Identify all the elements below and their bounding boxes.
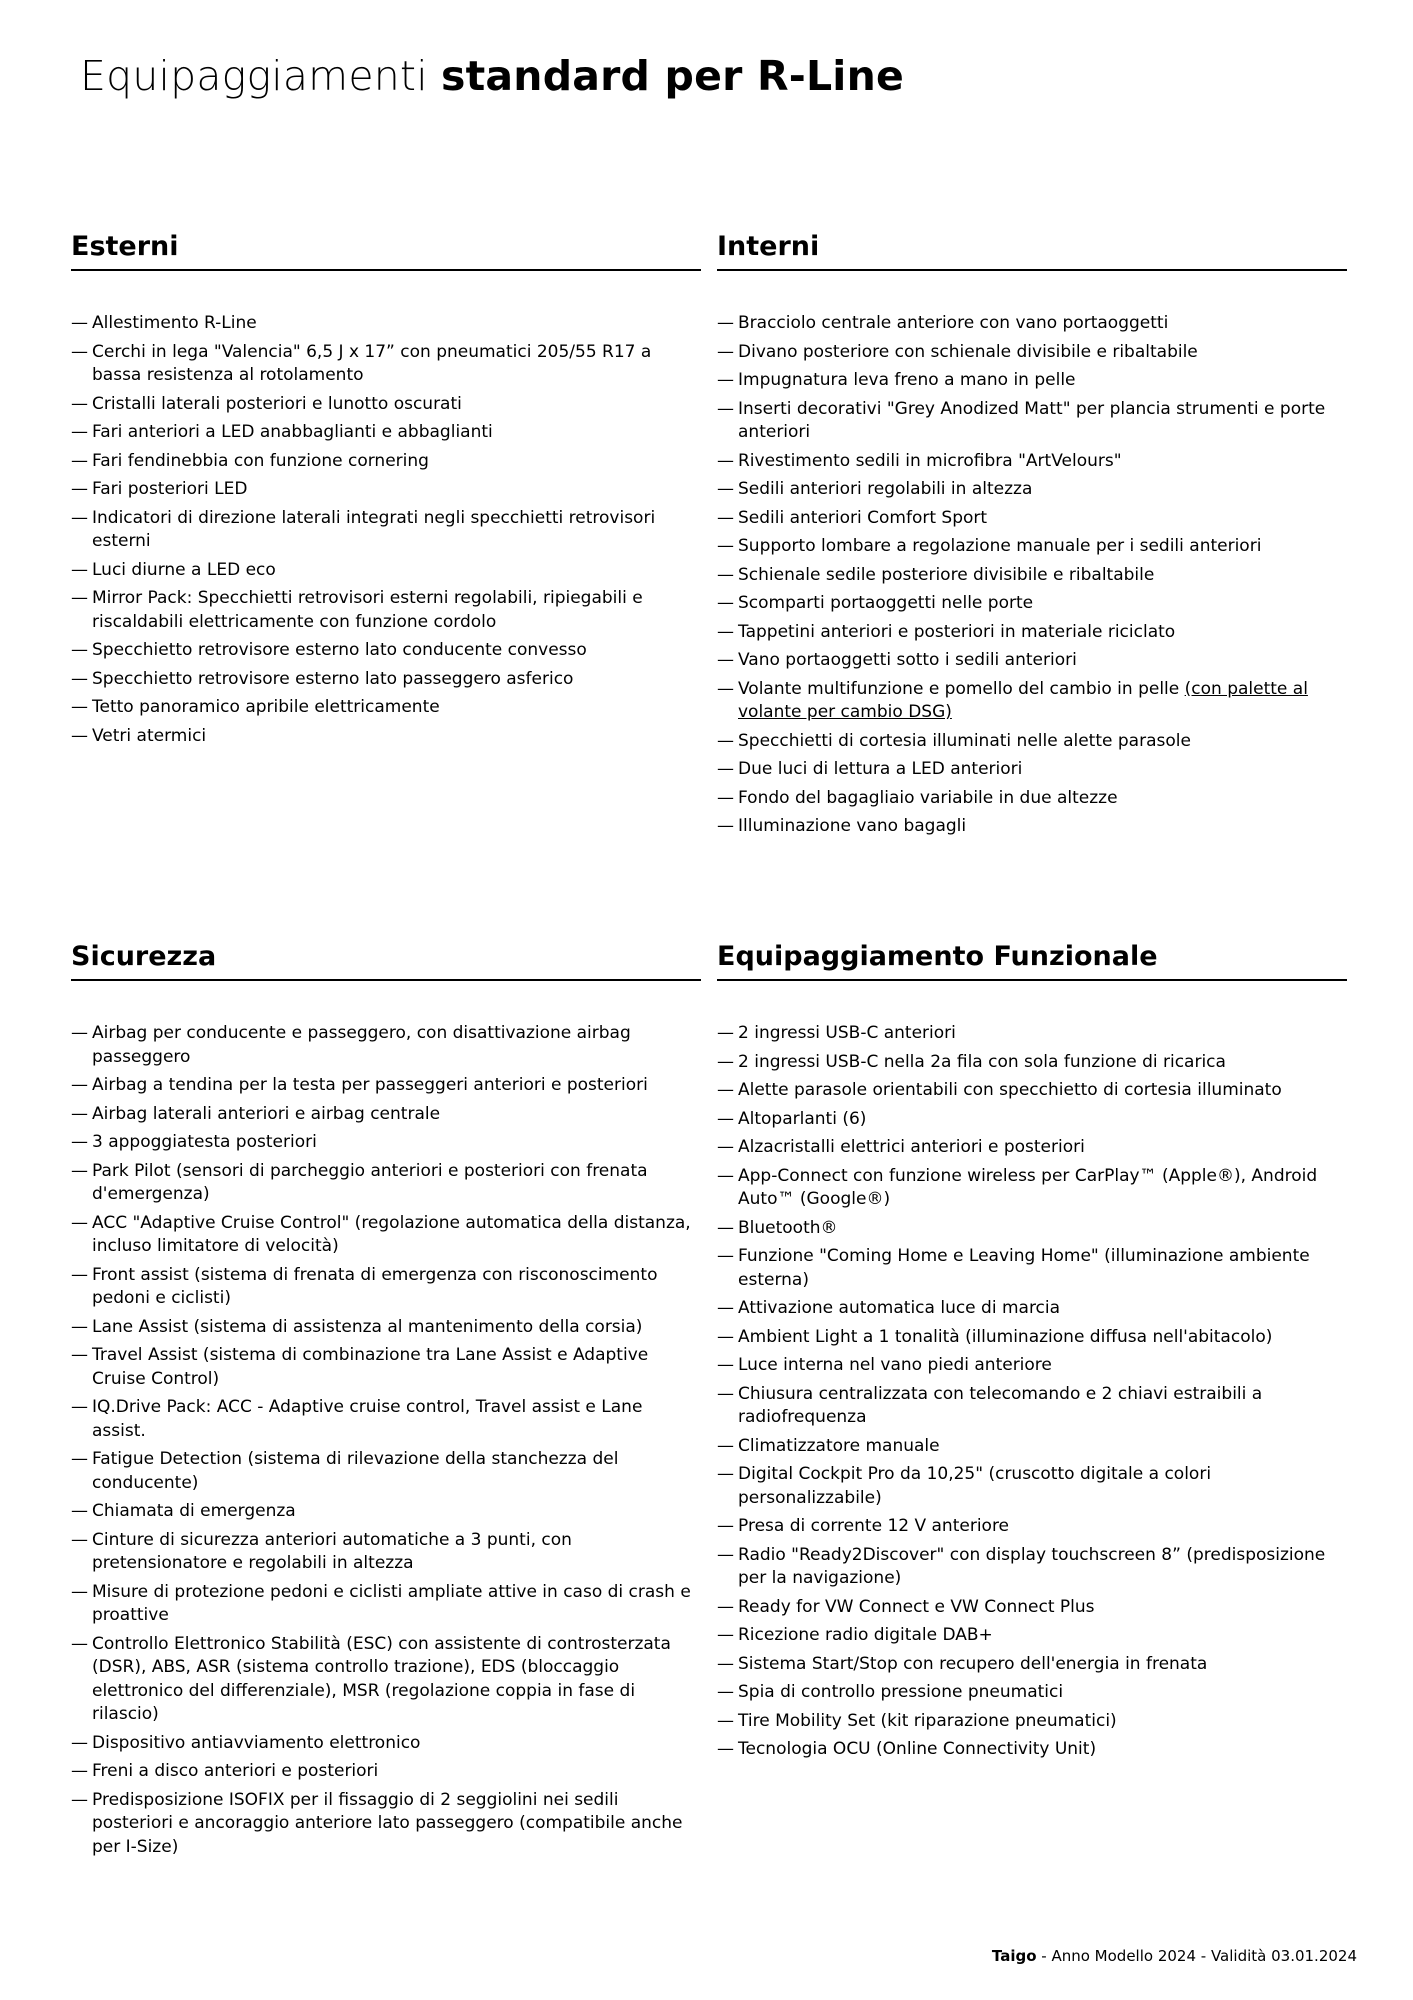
section-heading: Esterni <box>71 229 701 271</box>
list-item: — Allestimento R-Line <box>71 312 701 336</box>
list-item: — Presa di corrente 12 V anteriore <box>717 1515 1347 1539</box>
page-title <box>80 52 904 100</box>
list-item: — Divano posteriore con schienale divisibile e ribaltabile <box>717 341 1347 365</box>
title-bold: standard per R-Line <box>441 52 904 100</box>
list-item: — Freni a disco anteriori e posteriori <box>71 1760 701 1784</box>
list-item: — Bracciolo centrale anteriore con vano portaoggetti <box>717 312 1347 336</box>
list-item: — 2 ingressi USB-C anteriori <box>717 1022 1347 1046</box>
list-item: — Predisposizione ISOFIX per il fissaggio di 2 seggiolini nei sedili posteriori e ancoraggio anteriore lato passeggero (compatibile anche per I-Size) <box>71 1789 701 1860</box>
item-list <box>71 312 701 748</box>
list-item: — Tappetini anteriori e posteriori in materiale riciclato <box>717 621 1347 645</box>
list-item: — IQ.Drive Pack: ACC - Adaptive cruise control, Travel assist e Lane assist. <box>71 1396 701 1443</box>
list-item: — Attivazione automatica luce di marcia <box>717 1297 1347 1321</box>
list-item: — Funzione "Coming Home e Leaving Home" (illuminazione ambiente esterna) <box>717 1245 1347 1292</box>
list-item: — Indicatori di direzione laterali integrati negli specchietti retrovisori esterni <box>71 507 701 554</box>
list-item: — Controllo Elettronico Stabilità (ESC) con assistente di controsterzata (DSR), ABS, ASR (sistema controllo trazione), EDS (bloccaggio elettronico del differenziale), MSR (regolazione coppia in fase di rilascio) <box>71 1633 701 1727</box>
list-item: — Altoparlanti (6) <box>717 1108 1347 1132</box>
list-item: — Luci diurne a LED eco <box>71 559 701 583</box>
list-item: — Airbag laterali anteriori e airbag centrale <box>71 1103 701 1127</box>
list-item: — Fatigue Detection (sistema di rilevazione della stanchezza del conducente) <box>71 1448 701 1495</box>
list-item: — Bluetooth® <box>717 1217 1347 1241</box>
list-item: — Specchietti di cortesia illuminati nelle alette parasole <box>717 730 1347 754</box>
list-item <box>717 678 1347 725</box>
list-item: — Tetto panoramico apribile elettricamente <box>71 696 701 720</box>
section-esterni <box>71 229 701 753</box>
list-item: — Fari anteriori a LED anabbaglianti e abbaglianti <box>71 421 701 445</box>
list-item: — App-Connect con funzione wireless per CarPlay™ (Apple®), Android Auto™ (Google®) <box>717 1165 1347 1212</box>
list-item: — Spia di controllo pressione pneumatici <box>717 1681 1347 1705</box>
section-interni <box>717 229 1347 844</box>
item-list <box>71 1022 701 1859</box>
list-item: — Luce interna nel vano piedi anteriore <box>717 1354 1347 1378</box>
list-item: — Ready for VW Connect e VW Connect Plus <box>717 1596 1347 1620</box>
list-item: — Tecnologia OCU (Online Connectivity Unit) <box>717 1738 1347 1762</box>
title-light: Equipaggiamenti <box>80 52 428 100</box>
list-item: — Sedili anteriori regolabili in altezza <box>717 478 1347 502</box>
list-item: — Rivestimento sedili in microfibra "ArtVelours" <box>717 450 1347 474</box>
footer-validity: - Anno Modello 2024 - Validità 03.01.2024 <box>1036 1947 1357 1965</box>
list-item: — Impugnatura leva freno a mano in pelle <box>717 369 1347 393</box>
list-item: — Scomparti portaoggetti nelle porte <box>717 592 1347 616</box>
list-item: — Chiusura centralizzata con telecomando e 2 chiavi estraibili a radiofrequenza <box>717 1383 1347 1430</box>
section-heading: Sicurezza <box>71 939 701 981</box>
list-item: — Vano portaoggetti sotto i sedili anteriori <box>717 649 1347 673</box>
list-item: — Fari posteriori LED <box>71 478 701 502</box>
list-item: — Travel Assist (sistema di combinazione tra Lane Assist e Adaptive Cruise Control) <box>71 1344 701 1391</box>
list-item: — Schienale sedile posteriore divisibile e ribaltabile <box>717 564 1347 588</box>
section-sicurezza <box>71 939 701 1864</box>
item-list <box>717 312 1347 839</box>
section-equipaggiamento-funzionale <box>717 939 1347 1767</box>
list-item: — Cinture di sicurezza anteriori automatiche a 3 punti, con pretensionatore e regolabili in altezza <box>71 1529 701 1576</box>
underlined-note: (con palette al volante per cambio DSG) <box>738 678 1308 722</box>
list-item: — Fari fendinebbia con funzione cornering <box>71 450 701 474</box>
list-item: — 2 ingressi USB-C nella 2a fila con sola funzione di ricarica <box>717 1051 1347 1075</box>
section-heading: Equipaggiamento Funzionale <box>717 939 1347 981</box>
list-item: — Climatizzatore manuale <box>717 1435 1347 1459</box>
list-item: — Radio "Ready2Discover" con display touchscreen 8” (predisposizione per la navigazione) <box>717 1544 1347 1591</box>
list-item: — Airbag a tendina per la testa per passeggeri anteriori e posteriori <box>71 1074 701 1098</box>
item-list <box>717 1022 1347 1762</box>
list-item: — Chiamata di emergenza <box>71 1500 701 1524</box>
list-item: — Fondo del bagagliaio variabile in due altezze <box>717 787 1347 811</box>
list-item: — Cristalli laterali posteriori e lunotto oscurati <box>71 393 701 417</box>
list-item: — Vetri atermici <box>71 725 701 749</box>
list-item: — Alzacristalli elettrici anteriori e posteriori <box>717 1136 1347 1160</box>
list-item: — Alette parasole orientabili con specchietto di cortesia illuminato <box>717 1079 1347 1103</box>
list-item: — Specchietto retrovisore esterno lato conducente convesso <box>71 639 701 663</box>
list-item: — Digital Cockpit Pro da 10,25" (cruscotto digitale a colori personalizzabile) <box>717 1463 1347 1510</box>
page-footer <box>992 1947 1357 1965</box>
list-item: — Inserti decorativi "Grey Anodized Matt" per plancia strumenti e porte anteriori <box>717 398 1347 445</box>
list-item: — Front assist (sistema di frenata di emergenza con risconoscimento pedoni e ciclisti) <box>71 1264 701 1311</box>
list-item: — Illuminazione vano bagagli <box>717 815 1347 839</box>
list-item: — Sistema Start/Stop con recupero dell'energia in frenata <box>717 1653 1347 1677</box>
list-item: — Dispositivo antiavviamento elettronico <box>71 1732 701 1756</box>
list-item: — Ambient Light a 1 tonalità (illuminazione diffusa nell'abitacolo) <box>717 1326 1347 1350</box>
list-item: — Ricezione radio digitale DAB+ <box>717 1624 1347 1648</box>
list-item: — Tire Mobility Set (kit riparazione pneumatici) <box>717 1710 1347 1734</box>
item-text: Volante multifunzione e pomello del cambio in pelle <box>738 678 1180 699</box>
footer-model: Taigo <box>991 1947 1037 1965</box>
list-item: — Lane Assist (sistema di assistenza al mantenimento della corsia) <box>71 1316 701 1340</box>
list-item: — Airbag per conducente e passeggero, con disattivazione airbag passeggero <box>71 1022 701 1069</box>
list-item: — Misure di protezione pedoni e ciclisti ampliate attive in caso di crash e proattive <box>71 1581 701 1628</box>
list-item: — Due luci di lettura a LED anteriori <box>717 758 1347 782</box>
list-item: — Mirror Pack: Specchietti retrovisori esterni regolabili, ripiegabili e riscaldabili elettricamente con funzione cordolo <box>71 587 701 634</box>
list-item: — 3 appoggiatesta posteriori <box>71 1131 701 1155</box>
section-heading: Interni <box>717 229 1347 271</box>
list-item: — Sedili anteriori Comfort Sport <box>717 507 1347 531</box>
list-item: — Park Pilot (sensori di parcheggio anteriori e posteriori con frenata d'emergenza) <box>71 1160 701 1207</box>
list-item: — Cerchi in lega "Valencia" 6,5 J x 17” con pneumatici 205/55 R17 a bassa resistenza al rotolamento <box>71 341 701 388</box>
list-item: — Specchietto retrovisore esterno lato passeggero asferico <box>71 668 701 692</box>
list-item: — Supporto lombare a regolazione manuale per i sedili anteriori <box>717 535 1347 559</box>
list-item: — ACC "Adaptive Cruise Control" (regolazione automatica della distanza, incluso limitatore di velocità) <box>71 1212 701 1259</box>
